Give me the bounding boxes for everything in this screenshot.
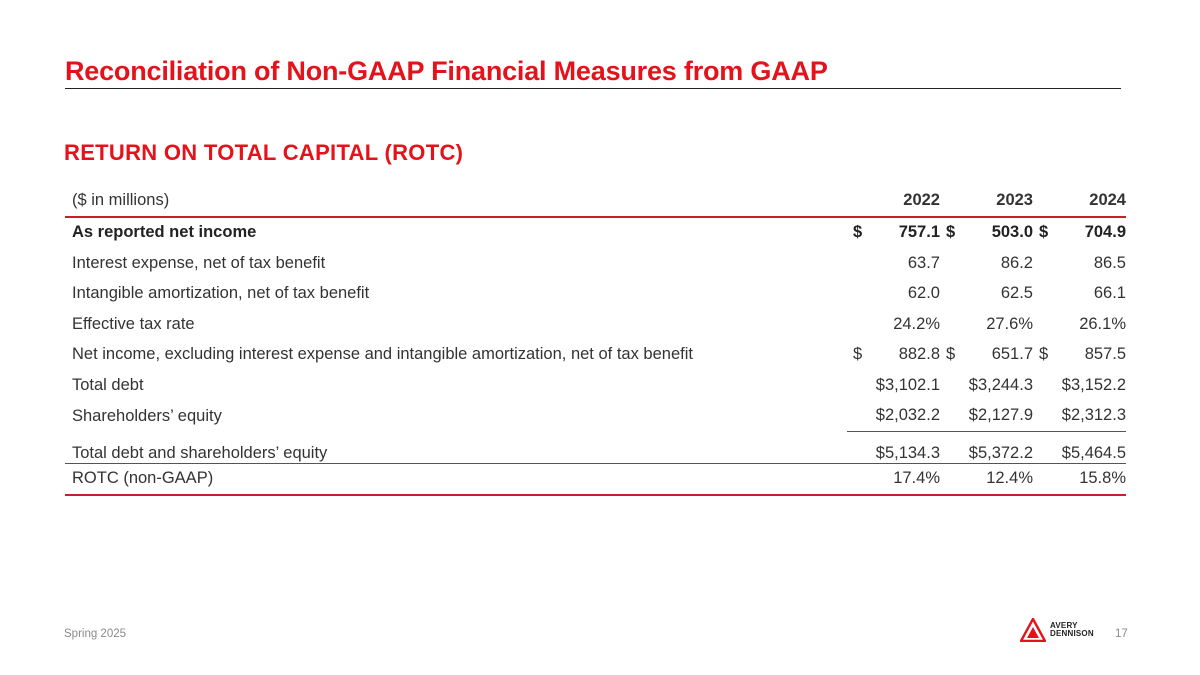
row-label: As reported net income — [72, 223, 257, 242]
currency-symbol: $ — [853, 345, 863, 364]
currency-symbol: $ — [1039, 223, 1049, 242]
currency-symbol: $ — [1039, 345, 1049, 364]
units-label: ($ in millions) — [65, 183, 847, 217]
table-row — [65, 248, 1126, 279]
section-heading: RETURN ON TOTAL CAPITAL (ROTC) — [64, 140, 464, 165]
row-label: Total debt — [72, 375, 144, 394]
table-header-row — [65, 183, 1126, 217]
row-label: Intangible amortization, net of tax benefit — [72, 284, 370, 303]
year-header-2024: 2024 — [1033, 183, 1126, 217]
currency-symbol: $ — [946, 223, 956, 242]
cell-value: $2,312.3 — [1061, 406, 1126, 425]
company-logo — [1020, 617, 1100, 643]
footer-date: Spring 2025 — [64, 628, 127, 640]
title-divider — [65, 88, 1121, 89]
cell-value: 704.9 — [1084, 223, 1126, 242]
cell-value: 26.1% — [1079, 314, 1126, 333]
row-label: ROTC (non-GAAP) — [65, 463, 847, 495]
table-row — [65, 370, 1126, 401]
cell-value: 12.4% — [986, 469, 1033, 488]
cell-value: $2,032.2 — [875, 406, 940, 425]
cell-value: 857.5 — [1084, 345, 1126, 364]
avery-dennison-logo-icon — [1020, 618, 1046, 642]
page-title: Reconciliation of Non-GAAP Financial Measures from GAAP — [65, 56, 828, 86]
logo-line-1: AVERY — [1050, 620, 1078, 630]
table-row — [65, 401, 1126, 432]
table-row — [65, 217, 1126, 249]
cell-value: 27.6% — [986, 314, 1033, 333]
cell-value: $2,127.9 — [968, 406, 1033, 425]
row-label: Total debt and shareholders’ equity — [65, 432, 847, 464]
year-header-2023: 2023 — [940, 183, 1033, 217]
cell-value: $3,152.2 — [1061, 375, 1126, 394]
row-label: Net income, excluding interest expense and intangible amortization, net of tax benefit — [72, 345, 693, 364]
table-row — [65, 309, 1126, 340]
cell-value: 24.2% — [893, 314, 940, 333]
row-label: Shareholders’ equity — [72, 406, 222, 425]
currency-symbol: $ — [946, 345, 956, 364]
cell-value: 86.2 — [1000, 253, 1033, 272]
table-row — [65, 463, 1126, 495]
currency-symbol: $ — [853, 223, 863, 242]
rotc-table — [65, 183, 1126, 496]
logo-line-2: DENNISON — [1050, 629, 1094, 638]
table-row — [65, 279, 1126, 310]
cell-value: 882.8 — [898, 345, 940, 364]
cell-value: 63.7 — [907, 253, 940, 272]
row-label: Interest expense, net of tax benefit — [72, 253, 326, 272]
cell-value: $3,244.3 — [968, 375, 1033, 394]
table-row — [65, 340, 1126, 371]
cell-value: $5,134.3 — [875, 443, 940, 462]
row-label: Effective tax rate — [72, 314, 195, 333]
page-number: 17 — [1115, 628, 1128, 640]
cell-value: 66.1 — [1093, 284, 1126, 303]
cell-value: 15.8% — [1079, 469, 1126, 488]
cell-value: 503.0 — [991, 223, 1033, 242]
cell-value: 62.5 — [1000, 284, 1033, 303]
cell-value: 651.7 — [991, 345, 1033, 364]
cell-value: $5,464.5 — [1061, 443, 1126, 462]
cell-value: $5,372.2 — [968, 443, 1033, 462]
year-header-2022: 2022 — [847, 183, 940, 217]
cell-value: 17.4% — [893, 469, 940, 488]
table-row — [65, 432, 1126, 464]
cell-value: 757.1 — [898, 223, 940, 242]
cell-value: 62.0 — [907, 284, 940, 303]
cell-value: $3,102.1 — [875, 375, 940, 394]
cell-value: 86.5 — [1093, 253, 1126, 272]
